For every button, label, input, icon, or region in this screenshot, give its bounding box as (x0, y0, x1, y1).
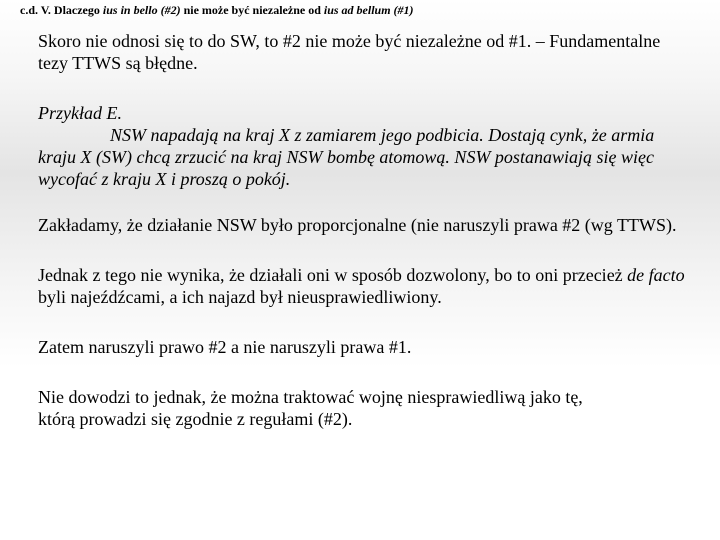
example-body: NSW napadają na kraj X z zamiarem jego podbicia. Dostają cynk, że armia kraju X (SW) chcą zrzucić na kraj NSW bombę atomową. NSW postanawiają się więc wycofać z kraju X i proszą o pokój. (38, 125, 655, 189)
slide-content (38, 30, 688, 430)
title-prefix: c.d. V. Dlaczego (20, 3, 103, 17)
however-text-start: Jednak z tego nie wynika, że działali oni w sposób dozwolony, bo to oni przecież (38, 265, 628, 285)
title-term-ius-ad-bellum: ius ad bellum (#1) (323, 3, 414, 17)
paragraph-example-e (38, 102, 688, 190)
paragraph-final-note (38, 386, 688, 430)
paragraph-conclusion: Zatem naruszyli prawo #2 a nie naruszyli prawa #1. (38, 337, 412, 357)
paragraph-assumption: Zakładamy, że działanie NSW było proporcjonalne (nie naruszyli prawa #2 (wg TTWS). (38, 215, 677, 235)
title-middle: nie może być niezależne od (180, 3, 324, 17)
paragraph-thesis: Skoro nie odnosi się to do SW, to #2 nie może być niezależne od #1. – Fundamentalne tezy TTWS są błędne. (38, 31, 661, 73)
paragraph-however (38, 264, 688, 308)
however-de-facto: de facto (627, 265, 685, 285)
however-text-end: byli najeźdźcami, a ich najazd był nieusprawiedliwiony. (38, 287, 442, 307)
example-heading: Przykład E. (38, 103, 122, 123)
slide-title (20, 3, 414, 18)
final-note-line-2: którą prowadzi się zgodnie z regułami (#2). (38, 409, 353, 429)
final-note-line-1: Nie dowodzi to jednak, że można traktować wojnę niesprawiedliwą jako tę, (38, 387, 583, 407)
title-term-ius-in-bello: ius in bello (#2) (102, 3, 181, 17)
